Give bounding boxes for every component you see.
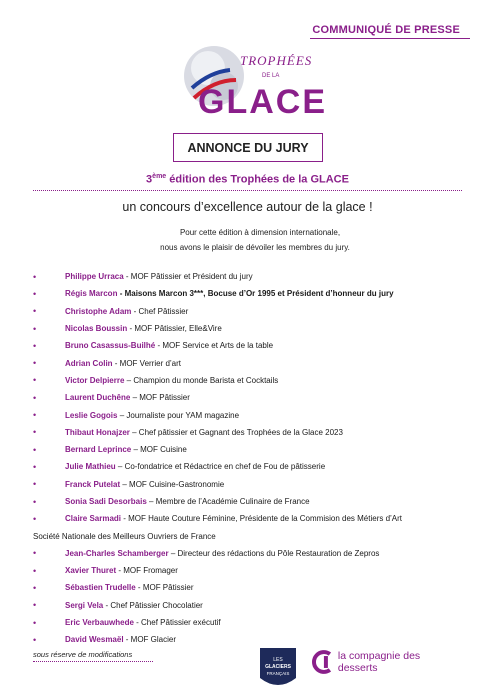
edition-heading [0,173,495,186]
bullet-icon: • [33,323,37,334]
bullet-icon: • [33,582,37,593]
member-name: Régis Marcon [65,289,118,299]
member-name: Bernard Leprince [65,445,132,455]
jury-member [33,493,483,510]
bullet-icon: • [33,410,37,421]
bullet-icon: • [33,444,37,455]
jury-member [33,562,483,579]
member-description: Société Nationale des Meilleurs Ouvriers de France [33,531,216,541]
member-description: – Membre de l’Académie Culinaire de France [146,497,310,506]
press-release-underline [310,38,470,39]
logo-dela-text: DE LA [262,73,280,79]
member-description: – Chef pâtissier et Gagnant des Trophées de la Glace 2023 [129,427,343,437]
logo-trophees-text: TROPHÉES [240,53,313,68]
member-description: – Co-fondatrice et Rédactrice en chef de Fou de pâtisserie [115,462,326,472]
bullet-icon: • [33,271,37,282]
member-description: - MOF Glacier [123,635,176,645]
glaciers-logo-line2: GLACIERS [265,664,291,670]
jury-member [33,614,483,631]
intro-line-1: Pour cette édition à dimension internationale, [179,228,341,237]
member-description: – MOF Pâtissier [130,393,190,403]
press-release-label: COMMUNIQUÉ DE PRESSE [312,24,460,36]
jury-member [33,285,483,302]
reserve-note: sous réserve de modifications [33,650,133,659]
bullet-icon: • [33,548,37,559]
glaciers-logo-line1: LES [273,657,283,663]
jury-member [33,337,483,354]
intro-line-2: nous avons le plaisir de dévoiler les membres du jury. [160,243,350,252]
jury-member [33,441,483,458]
bullet-icon: • [33,306,37,317]
member-description: - Chef Pâtissier Chocolatier [103,600,203,610]
jury-member-continuation [33,527,483,544]
member-description: – MOF Cuisine-Gastronomie [120,479,225,489]
bullet-icon: • [33,288,37,299]
member-name: Victor Delpierre [65,375,125,385]
member-description: - MOF Verrier d’art [112,358,182,368]
member-name: Leslie Gogois [65,410,118,420]
jury-member [33,406,483,423]
member-description: - Chef Pâtissier [131,306,189,316]
member-description: - Chef Pâtissier exécutif [133,618,221,628]
member-description: – MOF Cuisine [131,445,187,455]
bullet-icon: • [33,634,37,645]
bullet-icon: • [33,479,37,490]
bullet-icon: • [33,340,37,351]
glaciers-logo-line3: FRANÇAIS [266,671,290,676]
jury-member [33,389,483,406]
member-name: Bruno Casassus-Builhé [65,341,156,351]
member-description: - MOF Haute Couture Féminine, Présidente de la Commision des Métiers d’Art [121,514,403,524]
member-description: - MOF Pâtissier et Président du jury [123,272,253,282]
member-name: David Wesmaël [65,635,124,645]
member-name: Julie Mathieu [65,462,116,472]
edition-text: édition des Trophées de la GLACE [166,173,349,186]
jury-member [33,268,483,285]
jury-announcement-box [173,133,323,162]
jury-member [33,303,483,320]
logo-glace-text: GLACE [198,83,327,120]
member-name: Laurent Duchêne [65,393,131,403]
jury-member [33,458,483,475]
member-name: Sergi Vela [65,600,104,610]
bullet-icon: • [33,600,37,611]
member-name: Sonia Sadi Desorbais [65,497,147,506]
member-name: Jean-Charles Schamberger [65,548,169,558]
member-name: Eric Verbauwhede [65,618,134,628]
bullet-icon: • [33,513,37,524]
compagnie-desserts-icon [312,650,334,674]
jury-member [33,372,483,389]
jury-member [33,320,483,337]
member-name: Sébastien Trudelle [65,583,136,593]
bullet-icon: • [33,496,37,507]
compagnie-desserts-text: la compagnie des desserts [337,650,421,674]
member-description: - MOF Fromager [116,566,178,576]
jury-member [33,579,483,596]
jury-member [33,545,483,562]
bullet-icon: • [33,461,37,472]
member-name: Philippe Urraca [65,272,124,282]
jury-member [33,354,483,371]
bullet-icon: • [33,375,37,386]
bullet-icon: • [33,392,37,403]
member-name: Adrian Colin [65,358,113,368]
jury-member [33,597,483,614]
member-name: Xavier Thuret [65,566,117,576]
jury-members-list [33,268,483,649]
member-description: - MOF Service et Arts de la table [155,341,274,351]
member-description: - MOF Pâtissier, Elle&Vire [127,324,222,334]
glaciers-francais-logo [258,646,298,692]
compagnie-desserts-logo [312,649,462,675]
member-name: Christophe Adam [65,306,132,316]
subtitle: un concours d’excellence autour de la glace ! [122,200,373,214]
member-name: Thibaut Honajzer [65,427,130,437]
edition-number: 3 [146,173,153,186]
bullet-icon: • [33,358,37,369]
member-description: – Champion du monde Barista et Cocktails [124,375,279,385]
footer-dotted-divider [33,661,153,662]
jury-member [33,424,483,441]
jury-member [33,510,483,527]
edition-suffix: ème [152,173,167,180]
jury-member [33,476,483,493]
member-description: – Directeur des rédactions du Pôle Restauration de Zepros [168,548,380,558]
member-name: Claire Sarmadi [65,514,122,524]
dotted-divider [33,190,462,191]
jury-announcement-title: ANNONCE DU JURY [187,140,309,155]
member-description: - Maisons Marcon 3***, Bocuse d’Or 1995 et Président d’honneur du jury [117,289,394,299]
member-name: Franck Putelat [65,479,121,489]
member-description: – Journaliste pour YAM magazine [117,410,240,420]
bullet-icon: • [33,427,37,438]
member-description: - MOF Pâtissier [135,583,194,593]
bullet-icon: • [33,617,37,628]
trophees-glace-logo [170,44,330,120]
bullet-icon: • [33,565,37,576]
member-name: Nicolas Boussin [65,324,128,334]
